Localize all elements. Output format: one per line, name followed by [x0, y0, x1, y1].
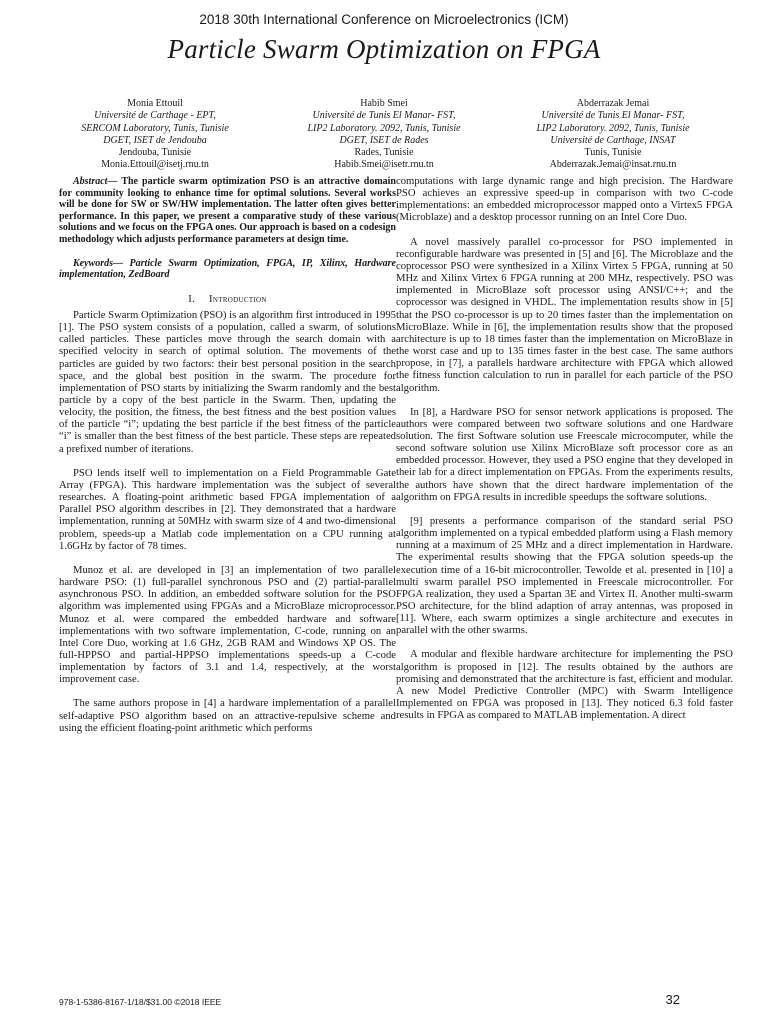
paragraph: PSO lends itself well to implementation on a Field Programmable Gate Array (FPGA). This hardware implementation was the subject of several researches. A floating-point arithmetic based FPGA implementation of a Parallel PSO algorithm describes in [2]. They demonstrated that a hardware implementation, running at 50MHz with swarm size of 4 and two-dimensional problem, speeds-up a Matlab code implementation on a CPU running at 1.6GHz by factor of 78 times.: [59, 467, 396, 552]
section-heading: [59, 294, 396, 306]
keywords-label: Keywords—: [73, 257, 123, 269]
paragraph: Particle Swarm Optimization (PSO) is an algorithm first introduced in 1995 [1]. The PSO system consists of a population, called a swarm, of solutions called particles. These particles move through the search domain with a specified velocity in search of optimal solution. The movements of the particles are guided by two factors: their best personal position in the search space, and the global best position in the swarm. The procedure for implementation of PSO starts by initializing the Swarm randomly and the best particle by a copy of the best particle in the Swarm. Then, updating the velocity, the position, the fitness, the best fitness and the best position values of the particle “i”; updating the best particle if the best fitness of the particle “i” is smaller than the best fitness of the best particle. These steps are repeated a prefixed number of iterations.: [59, 309, 396, 455]
author-email: Habib.Smei@isetr.rnu.tn: [334, 159, 434, 171]
paragraph: Munoz et al. are developed in [3] an implementation of two parallel hardware PSO: (1) full-parallel synchronous PSO and (2) partial-parallel asynchronous PSO. In addition, an embedded software solution for the PSO algorithm was implemented using FPGAs and a MicroBlaze microprocessor. Munoz et al. were compared the embedded hardware and software implementations with two software implementation, C-code, running on an Intel Core Duo, working at 1.6 GHz, 2GB RAM and Windows XP OS. The full-HPPSO and partial-HPPSO implementations speeds-up a C-code implementation by factors of 3.1 and 1.4, respectively, at the worst improvement case.: [59, 564, 396, 686]
author-email: Abderrazak.Jemai@insat.rnu.tn: [549, 159, 677, 171]
page-number: 32: [665, 992, 680, 1007]
author-affiliation: LIP2 Laboratory. 2092, Tunis, Tunisie: [536, 122, 690, 134]
author-block: [259, 98, 509, 172]
paragraph: [9] presents a performance comparison of the standard serial PSO algorithm implemented on a typical embedded platform using a Flash memory running at a maximum of 25 MHz and a direct implementation in Hardware. The experimental results showing that the FPGA solution speeds-up the execution time of a 16-bit microcontroller. Tewolde et al. presented in [10] a multi swarm parallel PSO implemented in Freescale microcontroller. For FPGA realization, they used a Spartan 3E and Virtex II. Another multi-swarm PSO architecture, for the blind adaption of array antennas, was proposed in [11]. Where, each swarm optimizes a single architecture and executes in parallel with the other swarms.: [396, 515, 733, 637]
author-name: Habib Smei: [360, 98, 408, 109]
conference-header: 2018 30th International Conference on Microelectronics (ICM): [199, 12, 569, 27]
right-column: [396, 176, 733, 734]
author-city: Rades, Tunisie: [354, 147, 414, 159]
author-affiliation: Université de Tunis El Manar- FST,: [312, 110, 456, 122]
copyright-footer: 978-1-5386-8167-1/18/$31.00 ©2018 IEEE: [59, 997, 222, 1007]
author-affiliation: Université de Tunis El Manar- FST,: [541, 110, 685, 122]
paragraph: A novel massively parallel co-processor for PSO implemented in reconfigurable hardware was presented in [5] and [6]. The Microblaze and the coprocessor PSO were synthesized in a Xilinx Virtex 5 FPGA, running at 50 MHz and Xilinx Virtex 6 FPGA running at 200 MHz, respectively. PSO was implemented in MicroBlaze soft processor using ANSI/C++; and the coprocessor was designed in VHDL. The implementation results show in [5] that the PSO co-processor is up to 20 times faster than the implementation on MicroBlaze. While in [6], the implementation results show that the proposed architecture is up to 18 times faster than the implementation on MicroBlaze in the worst case and up to 135 times faster in the best case. The same authors propose, in [7], a parallels hardware architecture with FPGA which allowed the fitness function calculation to run in parallel for each particle of the PSO algorithm.: [396, 236, 733, 394]
section-title: Introduction: [209, 293, 267, 305]
paragraph: A modular and flexible hardware architecture for implementing the PSO algorithm is proposed in [12]. The results obtained by the authors are promising and demonstrated that the architecture is fast, efficient and modular. A new Model Predictive Controller (MPC) with Swarm Intelligence Implemented on FPGA was proposed in [13]. They noticed 6.3 fold faster results in FPGA as compared to MATLAB implementation. A direct: [396, 649, 733, 722]
author-name: Abderrazak Jemai: [576, 98, 650, 109]
section-number: I.: [188, 293, 196, 305]
author-affiliation: Université de Carthage, INSAT: [550, 134, 676, 146]
abstract-text: The particle swarm optimization PSO is an attractive domain for community looking to enhance time for optimal solutions. Several works will be done for SW or SW/HW implementation. The latter often gives better performance. In this paper, we present a comparative study of these various solutions and we focus on the FPGA ones. Our approach is based on a codesign methodology which adjusts performance parameters at design time.: [59, 176, 396, 245]
author-name: Monia Ettouil: [127, 98, 183, 109]
author-block: [488, 98, 738, 172]
author-email: Monia.Ettouil@isetj.rnu.tn: [101, 159, 209, 171]
left-column: [59, 176, 396, 747]
abstract-label: Abstract—: [73, 176, 118, 187]
author-affiliation: Université de Carthage - EPT,: [94, 110, 216, 122]
author-affiliation: DGET, ISET de Jendouba: [103, 134, 207, 146]
author-affiliation: SERCOM Laboratory, Tunis, Tunisie: [81, 122, 229, 134]
author-affiliation: DGET, ISET de Rades: [339, 134, 429, 146]
keywords-text: Particle Swarm Optimization, FPGA, IP, Xilinx, Hardware implementation, ZedBoard: [59, 257, 396, 281]
author-affiliation: LIP2 Laboratory. 2092, Tunis, Tunisie: [307, 122, 461, 134]
author-city: Jendouba, Tunisie: [118, 147, 192, 159]
author-city: Tunis, Tunisie: [584, 147, 642, 159]
paragraph: In [8], a Hardware PSO for sensor network applications is proposed. The authors were compared between two software solutions and one Hardware solution. The first Software solution use Freescale microcomputer, while the second software solution use Xilinx MicroBlaze soft processor core as an embedded processor. However, they used a PSO engine that they developed in their lab for a direct implementation on FPGAs. From the experiments results, the authors have shown that the direct hardware implementation of the algorithm on FPGA results in incredible speedups the software solutions.: [396, 406, 733, 503]
abstract: [59, 176, 396, 246]
author-block: [30, 98, 280, 172]
paragraph: computations with large dynamic range and high precision. The Hardware PSO achieves an expressive speed-up in comparison with two C-code implementations: an embedded microprocessor mapped onto a Virtex5 FPGA (Microblaze) and a desktop processor running on an Intel Core Duo.: [396, 176, 733, 224]
keywords: [59, 258, 396, 281]
paper-title: Particle Swarm Optimization on FPGA: [167, 34, 601, 64]
paragraph: The same authors propose in [4] a hardware implementation of a parallel self-adaptive PSO algorithm based on an attractive-repulsive scheme and using the efficient floating-point arithmetic which performs: [59, 698, 396, 734]
